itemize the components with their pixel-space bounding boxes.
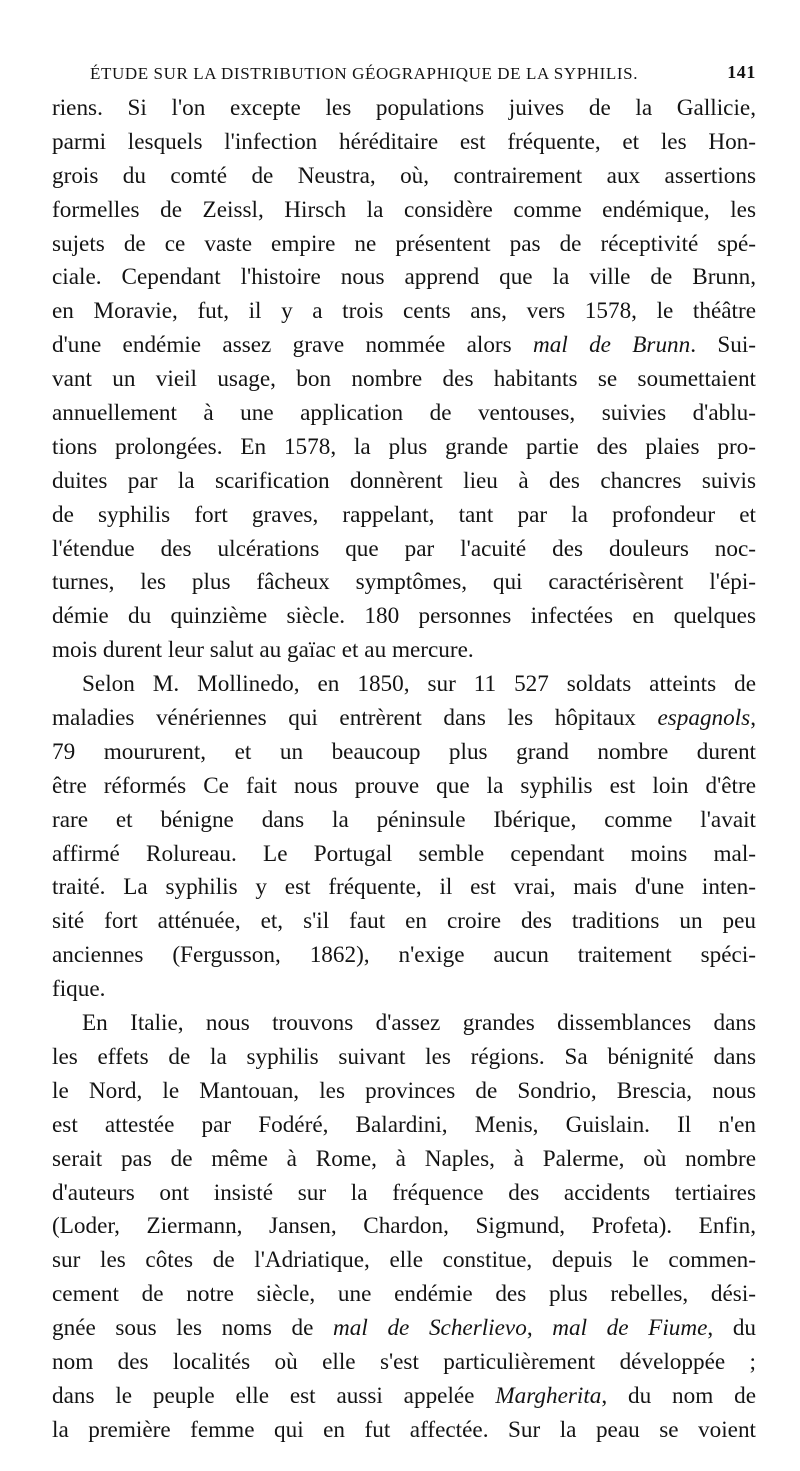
text-line <box>52 295 756 329</box>
text-line-content: affirmé Rolureau. Le Portugal semble cependant moins mal- <box>52 840 756 867</box>
text-line <box>52 736 756 770</box>
text-line-content: nom des localités où elle s'est particulièrement développée ; <box>52 1348 756 1375</box>
text-line-content: Selon M. Mollinedo, en 1850, sur 11 527 soldats atteints de <box>82 671 756 698</box>
text-line-content: la première femme qui en fut affectée. Sur la peau se voient <box>52 1416 756 1443</box>
text-line <box>52 126 756 160</box>
text-line-content: est attestée par Fodéré, Balardini, Menis, Guislain. Il n'en <box>52 1111 756 1138</box>
text-line <box>52 1041 756 1075</box>
text-line <box>52 668 756 702</box>
text-line-content: tions prolongées. En 1578, la plus grande partie des plaies pro- <box>52 433 756 460</box>
text-line <box>52 871 756 905</box>
text-line-continuation: , du <box>707 1315 756 1342</box>
text-line <box>52 363 756 397</box>
text-line-content: sité fort atténuée, et, s'il faut en croire des traditions un peu <box>52 908 756 935</box>
text-line-content: En Italie, nous trouvons d'assez grandes dissemblances dans <box>82 1010 756 1037</box>
text-line <box>52 1075 756 1109</box>
text-line-content: sur les côtes de l'Adriatique, elle constitue, depuis le commen- <box>52 1247 756 1274</box>
text-line-continuation: . Sui- <box>690 332 756 359</box>
text-line-content: être réformés Ce fait nous prouve que la syphilis est loin d'être <box>52 772 756 799</box>
text-line-content: riens. Si l'on excepte les populations juives de la Gallicie, <box>52 95 756 121</box>
italic-term: Margherita <box>495 1382 602 1409</box>
text-line-content: serait pas de même à Rome, à Naples, à Palerme, où nombre <box>52 1145 756 1172</box>
text-line <box>52 838 756 872</box>
text-line <box>52 1244 756 1278</box>
text-line <box>52 1278 756 1312</box>
text-line <box>52 533 756 567</box>
text-line <box>52 566 756 600</box>
running-header <box>52 58 756 88</box>
text-line-content: parmi lesquels l'infection héréditaire est fréquente, et les Hon- <box>52 128 756 155</box>
text-line <box>52 1143 756 1177</box>
text-line-continuation: , <box>750 705 756 732</box>
text-line-content: le Nord, le Mantouan, les provinces de Sondrio, Brescia, nous <box>52 1077 756 1104</box>
text-line <box>52 1312 756 1346</box>
text-line-content: annuellement à une application de ventouses, suivies d'ablu- <box>52 400 756 427</box>
text-line-content: fique. <box>52 976 106 1003</box>
text-line <box>52 770 756 804</box>
text-line-content: traité. La syphilis y est fréquente, il est vrai, mais d'une inten- <box>52 874 756 901</box>
text-line <box>52 1414 756 1448</box>
italic-term: espagnols <box>657 705 751 732</box>
text-line-content: formelles de Zeissl, Hirsch la considère comme endémique, les <box>52 196 756 223</box>
text-line <box>52 1177 756 1211</box>
text-line <box>52 600 756 634</box>
text-line-content: rare et bénigne dans la péninsule Ibérique, comme l'avait <box>52 806 756 833</box>
text-line-content: turnes, les plus fâcheux symptômes, qui caractérisèrent l'épi- <box>52 569 756 596</box>
text-line <box>52 939 756 973</box>
text-line <box>52 499 756 533</box>
page-number: 141 <box>727 62 756 82</box>
text-line <box>52 1346 756 1380</box>
text-line-content: gnée sous les noms de <box>52 1315 334 1342</box>
text-line <box>52 1380 756 1414</box>
text-line-content: grois du comté de Neustra, où, contrairement aux assertions <box>52 162 756 189</box>
text-line <box>52 465 756 499</box>
text-line <box>52 194 756 228</box>
running-title: ÉTUDE SUR LA DISTRIBUTION GÉOGRAPHIQUE DE LA SYPHILIS. <box>90 64 639 83</box>
text-line-content: les effets de la syphilis suivant les régions. Sa bénignité dans <box>52 1043 756 1070</box>
text-line <box>52 804 756 838</box>
text-line-continuation: , du nom de <box>601 1382 756 1409</box>
italic-term: mal de Scherlievo <box>333 1315 527 1342</box>
text-line-content: (Loder, Ziermann, Jansen, Chardon, Sigmund, Profeta). Enfin, <box>52 1213 756 1240</box>
text-line <box>52 261 756 295</box>
text-line <box>52 329 756 363</box>
text-line <box>52 228 756 262</box>
text-line <box>52 397 756 431</box>
text-line <box>52 1210 756 1244</box>
text-line-continuation: , <box>526 1315 553 1342</box>
text-line-content: mois durent leur salut au gaïac et au mercure. <box>52 637 474 664</box>
text-line-content: cement de notre siècle, une endémie des plus rebelles, dési- <box>52 1281 756 1308</box>
text-line-content: dans le peuple elle est aussi appelée <box>52 1382 496 1409</box>
text-line <box>52 1109 756 1143</box>
text-line <box>52 702 756 736</box>
body-text <box>52 92 756 1448</box>
text-line-content: d'une endémie assez grave nommée alors <box>52 332 533 359</box>
text-line <box>52 973 756 1007</box>
text-line-content: démie du quinzième siècle. 180 personnes infectées en quelques <box>52 603 756 630</box>
text-line-content: anciennes (Fergusson, 1862), n'exige aucun traitement spéci- <box>52 942 756 969</box>
text-line <box>52 160 756 194</box>
text-line <box>52 1007 756 1041</box>
italic-term: mal de Brunn <box>532 332 691 359</box>
text-line-content: ciale. Cependant l'histoire nous apprend que la ville de Brunn, <box>52 264 756 291</box>
text-line-content: maladies vénériennes qui entrèrent dans les hôpitaux <box>52 705 658 732</box>
text-line <box>52 92 756 126</box>
text-line-content: l'étendue des ulcérations que par l'acuité des douleurs noc- <box>52 535 756 562</box>
text-line <box>52 634 756 668</box>
text-line-content: vant un vieil usage, bon nombre des habitants se soumettaient <box>52 366 756 393</box>
text-line-content: d'auteurs ont insisté sur la fréquence des accidents tertiaires <box>52 1179 756 1206</box>
text-line-content: de syphilis fort graves, rappelant, tant par la profondeur et <box>52 501 756 528</box>
text-line <box>52 431 756 465</box>
text-line-content: duites par la scarification donnèrent lieu à des chancres suivis <box>52 467 756 494</box>
text-line-content: en Moravie, fut, il y a trois cents ans, vers 1578, le théâtre <box>52 298 756 325</box>
text-line-content: 79 moururent, et un beaucoup plus grand nombre durent <box>52 738 756 765</box>
text-line-content: sujets de ce vaste empire ne présentent pas de réceptivité spé- <box>52 230 756 257</box>
italic-term: mal de Fiume <box>552 1315 708 1342</box>
text-line <box>52 905 756 939</box>
book-page <box>52 58 756 1448</box>
